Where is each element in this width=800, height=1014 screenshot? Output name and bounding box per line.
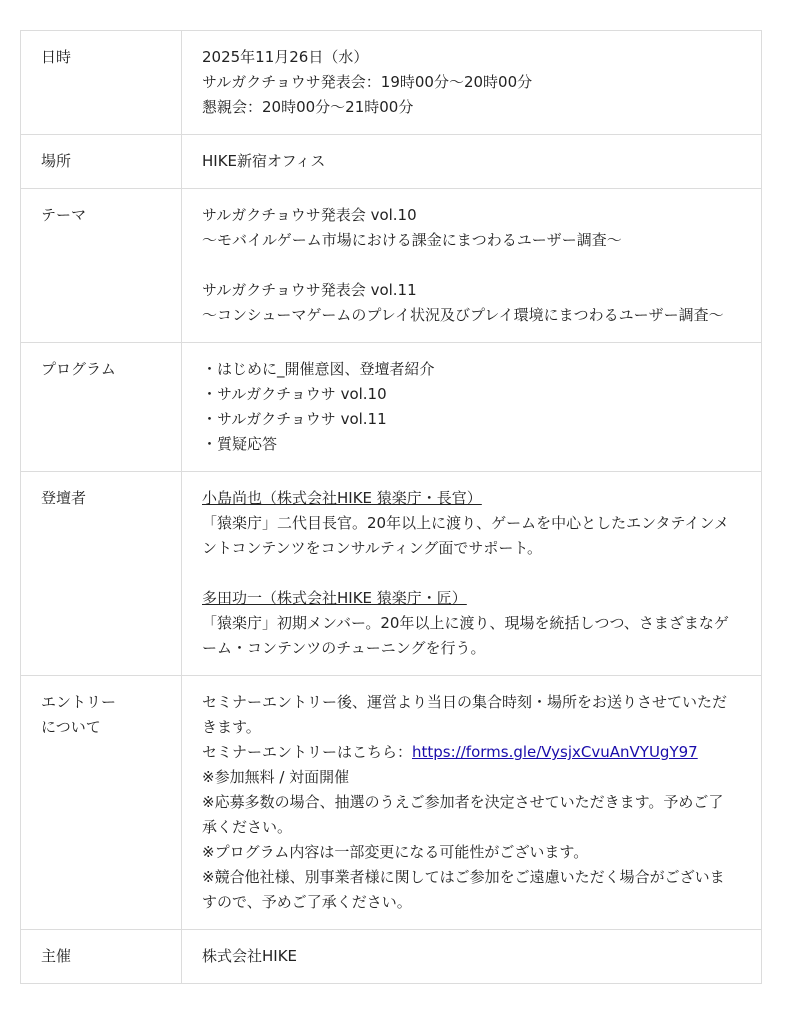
entry-link-prefix: セミナーエントリーはこちら： (202, 743, 413, 761)
entry-form-link[interactable]: https://forms.gle/VysjxCvuAnVYUgY97 (412, 743, 698, 761)
table-row-organizer (21, 930, 762, 984)
row-label-venue: 場所 (21, 135, 182, 189)
table-row-venue (21, 135, 762, 189)
row-label-theme: テーマ (21, 189, 182, 343)
entry-note: ※プログラム内容は一部変更になる可能性がございます。 (202, 843, 589, 861)
row-value-entry (182, 676, 762, 930)
row-value-venue (182, 135, 762, 189)
theme-vol11-subtitle: 〜コンシューマゲームのプレイ状況及びプレイ環境にまつわるユーザー調査〜 (202, 306, 724, 324)
row-label-program: プログラム (21, 343, 182, 472)
table-row-program (21, 343, 762, 472)
program-item: ・質疑応答 (202, 435, 278, 453)
program-item: ・サルガクチョウサ vol.11 (202, 410, 387, 428)
row-value-datetime (182, 31, 762, 135)
entry-link-line (202, 740, 741, 765)
table-row-datetime (21, 31, 762, 135)
organizer-name: 株式会社HIKE (202, 947, 298, 965)
row-value-theme (182, 189, 762, 343)
spacer (202, 561, 741, 586)
speaker-bio-kojima: ントコンテンツをコンサルティング面でサポート。 (202, 539, 543, 557)
row-label-entry: エントリー について (21, 676, 182, 930)
theme-vol10-title: サルガクチョウサ発表会 vol.10 (202, 206, 417, 224)
row-value-organizer (182, 930, 762, 984)
venue-name: HIKE新宿オフィス (202, 152, 326, 170)
table-row-theme (21, 189, 762, 343)
entry-note: 承ください。 (202, 818, 293, 836)
entry-note: セミナーエントリー後、運営より当日の集合時刻・場所をお送りさせていただ (202, 693, 728, 711)
row-value-speakers (182, 472, 762, 676)
spacer (202, 253, 741, 278)
speaker-bio-tada: 「猿楽庁」初期メンバー。20年以上に渡り、現場を統括しつつ、さまざまなゲ (202, 614, 729, 632)
theme-vol11-title: サルガクチョウサ発表会 vol.11 (202, 281, 417, 299)
event-date: 2025年11月26日（水） (202, 48, 369, 66)
entry-note: ※応募多数の場合、抽選のうえご参加者を決定させていただきます。予めご了 (202, 793, 724, 811)
speaker-bio-kojima: 「猿楽庁」二代目長官。20年以上に渡り、ゲームを中心としたエンタテインメ (202, 514, 729, 532)
row-label-datetime: 日時 (21, 31, 182, 135)
event-info-table (20, 30, 762, 984)
table-row-speakers (21, 472, 762, 676)
row-label-speakers: 登壇者 (21, 472, 182, 676)
entry-note: ※競合他社様、別事業者様に関してはご参加をご遠慮いただく場合がございま (202, 868, 725, 886)
table-row-entry (21, 676, 762, 930)
program-item: ・サルガクチョウサ vol.10 (202, 385, 387, 403)
speaker-bio-tada: ーム・コンテンツのチューニングを行う。 (202, 639, 486, 657)
row-label-organizer: 主催 (21, 930, 182, 984)
program-item: ・はじめに_開催意図、登壇者紹介 (202, 360, 435, 378)
networking-time: 懇親会：20時00分〜21時00分 (202, 98, 414, 116)
presentation-time: サルガクチョウサ発表会：19時00分〜20時00分 (202, 73, 533, 91)
theme-vol10-subtitle: 〜モバイルゲーム市場における課金にまつわるユーザー調査〜 (202, 231, 622, 249)
row-value-program (182, 343, 762, 472)
entry-note: ※参加無料 / 対面開催 (202, 768, 350, 786)
speaker-name-tada: 多田功一（株式会社HIKE 猿楽庁・匠） (202, 589, 467, 607)
entry-note: きます。 (202, 718, 261, 736)
entry-note: すので、予めご了承ください。 (202, 893, 412, 911)
speaker-name-kojima: 小島尚也（株式会社HIKE 猿楽庁・長官） (202, 489, 482, 507)
